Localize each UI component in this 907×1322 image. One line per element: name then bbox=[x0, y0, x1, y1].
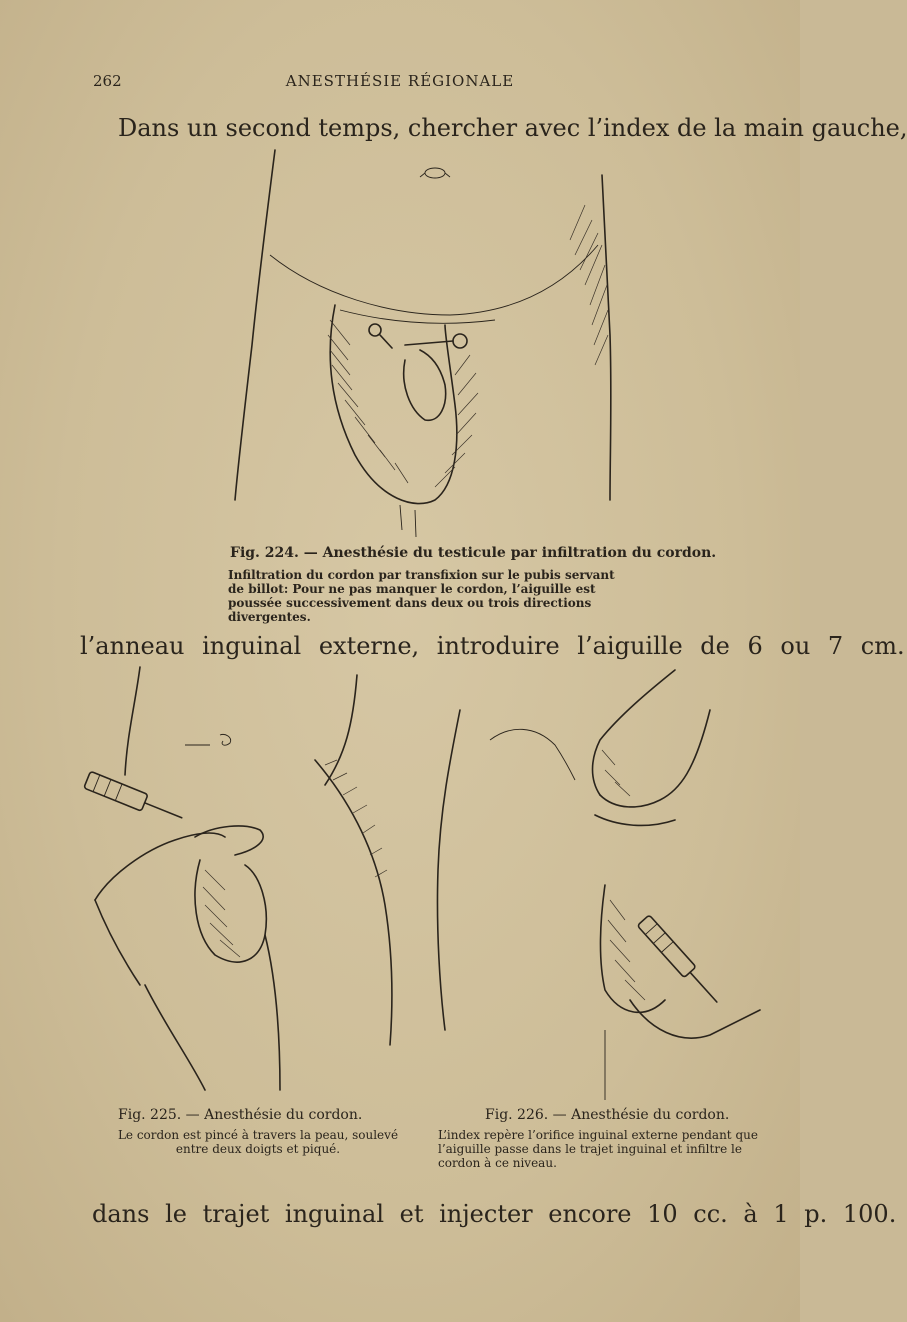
figure-225-illustration bbox=[75, 665, 405, 1100]
body-text-line-3: dans le trajet inguinal et injecter encore 10 cc. à 1 p. 100. bbox=[92, 1200, 897, 1228]
figure-225-caption: Le cordon est pincé à travers la peau, soulevé entre deux doigts et piqué. bbox=[117, 1128, 399, 1156]
body-text-line-2: l’anneau inguinal externe, introduire l’aiguille de 6 ou 7 cm. bbox=[80, 632, 905, 660]
running-title: ANESTHÉSIE RÉGIONALE bbox=[285, 72, 515, 90]
figure-226-caption: L’index repère l’orifice inguinal externe pendant que l’aiguille passe dans le trajet inguinal et infiltre le cordon à ce niveau. bbox=[438, 1128, 758, 1170]
figure-224-caption: Infiltration du cordon par transfixion sur le pubis servant de billot: Pour ne pas manquer le cordon, l’aiguille est poussée successivement dans deux ou trois directions divergentes. bbox=[228, 568, 615, 624]
page-number: 262 bbox=[93, 72, 122, 90]
figure-226-title: Fig. 226. — Anesthésie du cordon. bbox=[485, 1107, 730, 1123]
page-header bbox=[0, 72, 800, 94]
figure-224-illustration bbox=[230, 145, 630, 540]
figure-225-title: Fig. 225. — Anesthésie du cordon. bbox=[118, 1107, 363, 1123]
figure-226-illustration bbox=[430, 670, 770, 1100]
figure-224-title: Fig. 224. — Anesthésie du testicule par infiltration du cordon. bbox=[230, 545, 717, 561]
body-text-line-1: Dans un second temps, chercher avec l’index de la main gauche, bbox=[118, 114, 907, 142]
